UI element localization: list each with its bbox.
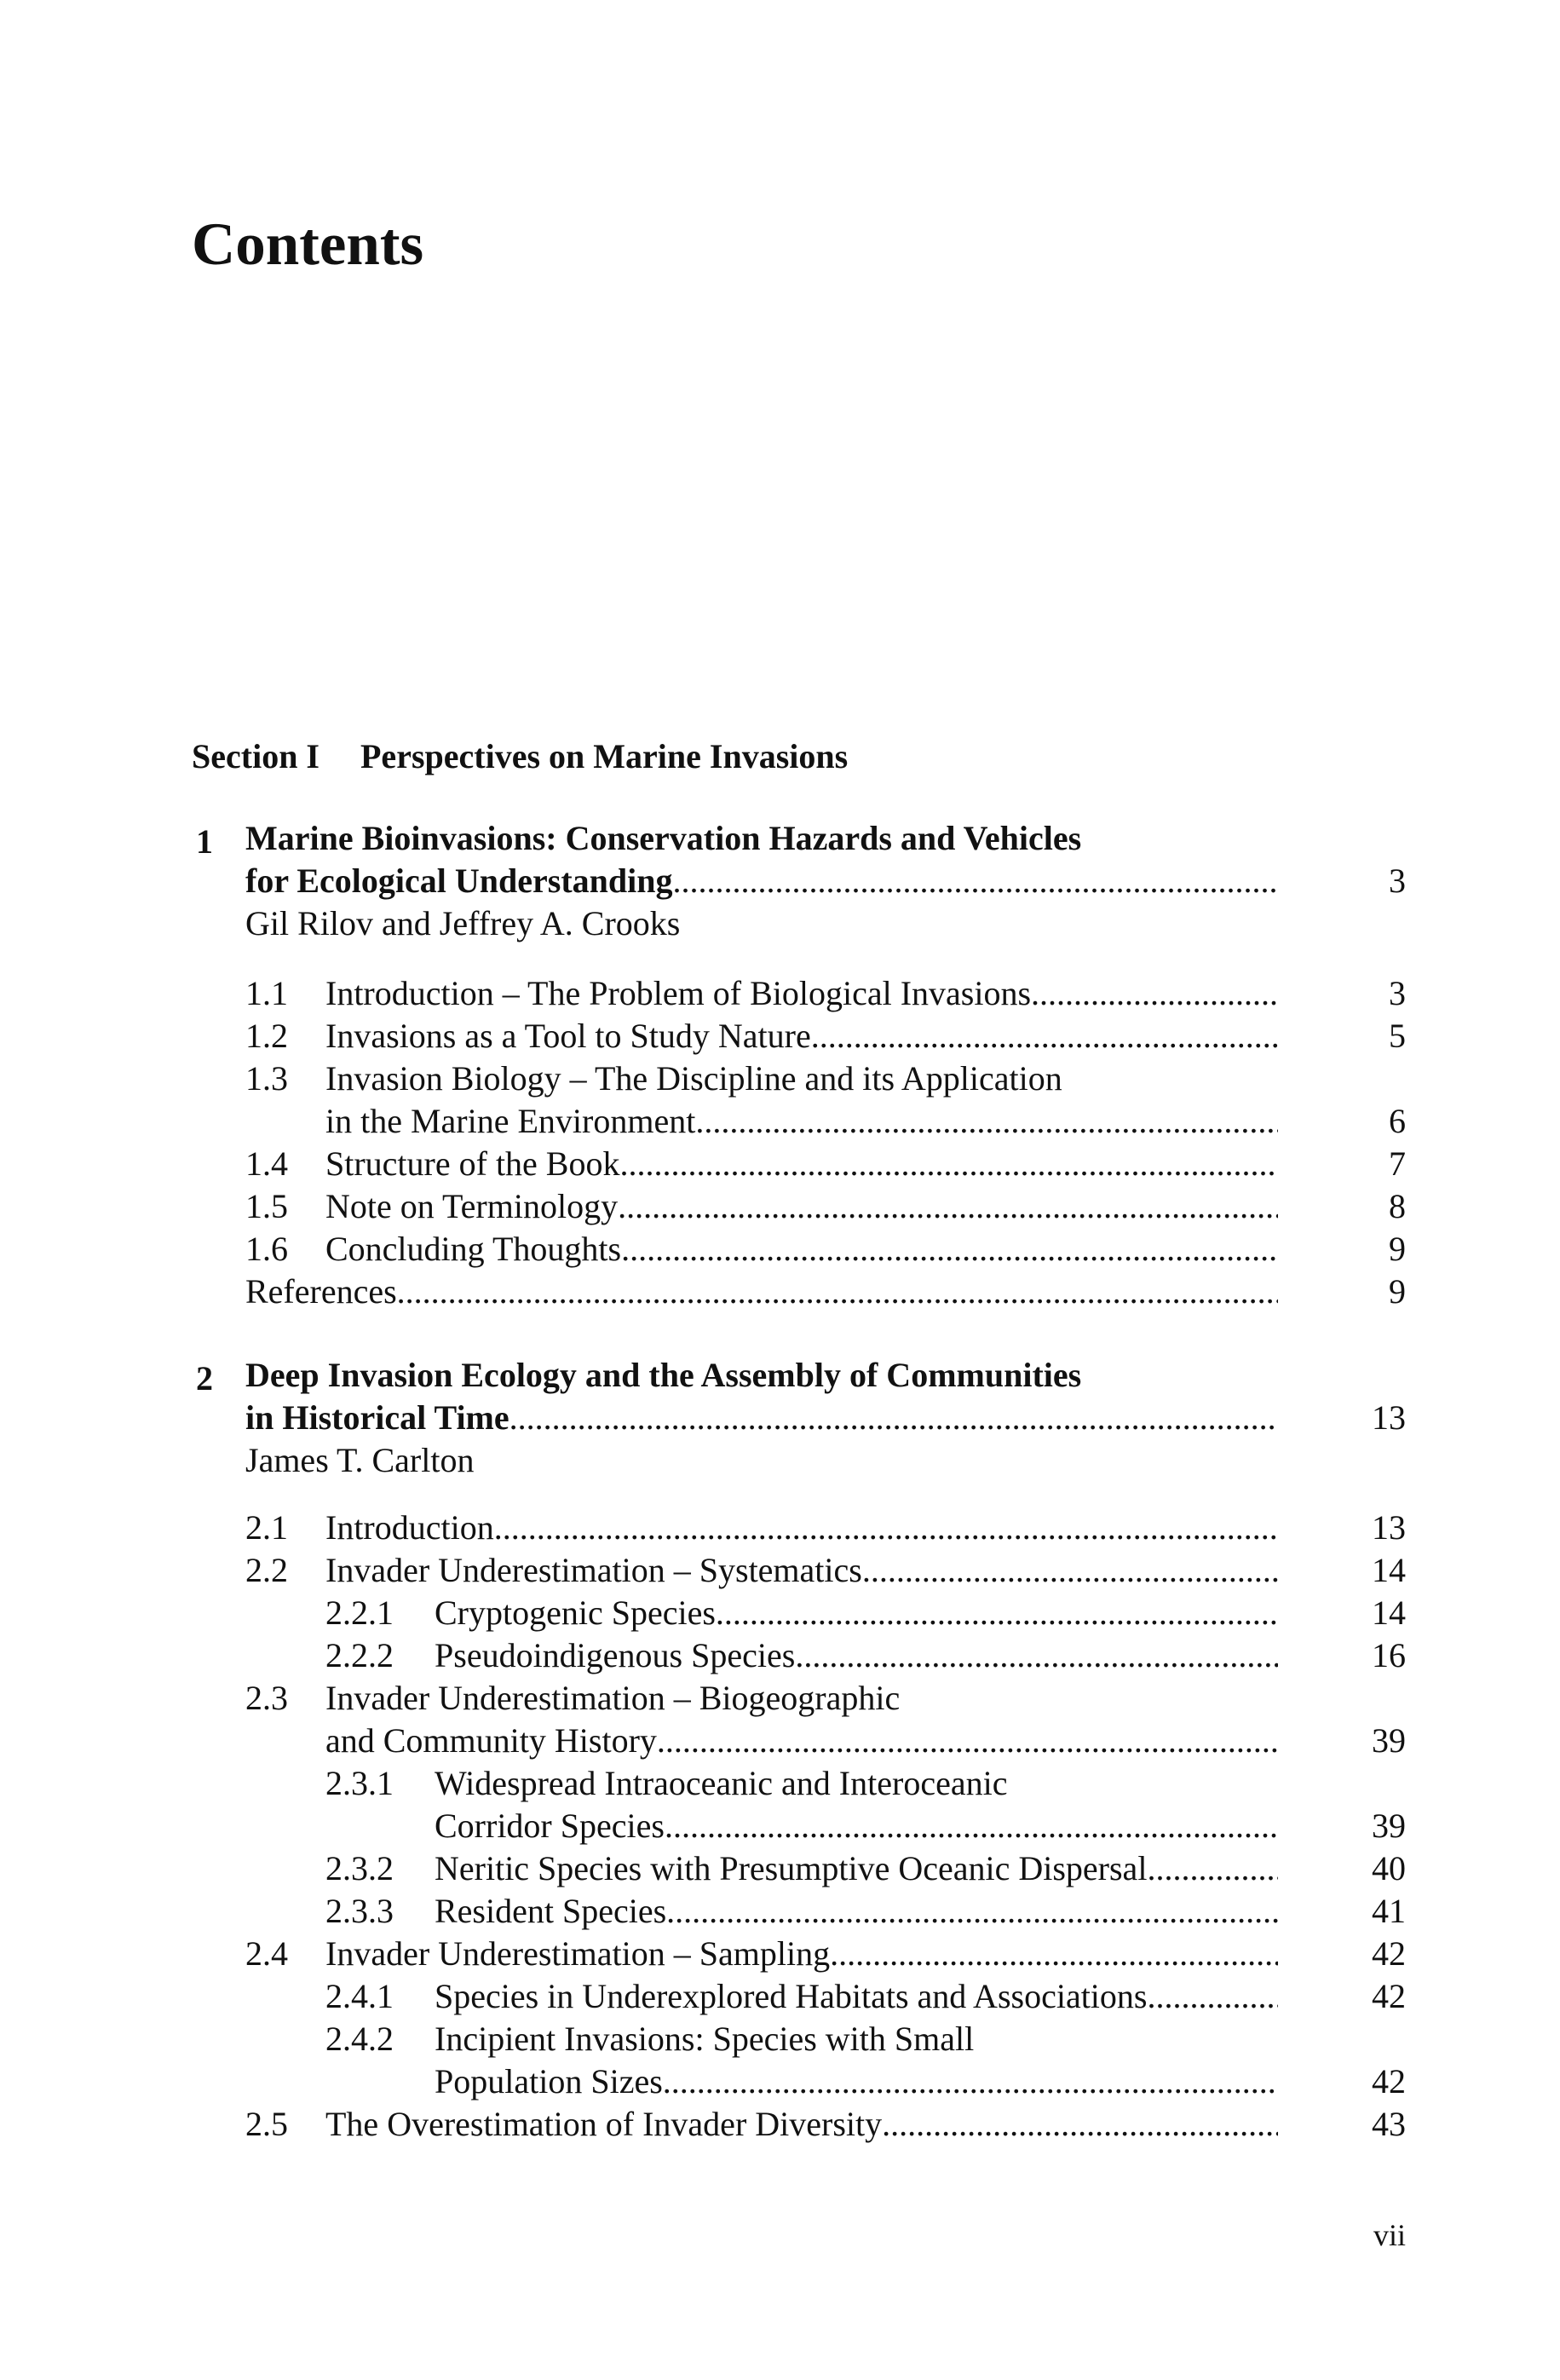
dot-leader	[716, 1592, 1278, 1634]
chapter-title-text: in Historical Time	[245, 1398, 509, 1437]
entry-text: Neritic Species with Presumptive Oceanic Dispersal	[435, 1849, 1148, 1887]
page-number: 14	[1372, 1551, 1406, 1589]
toc-entry[interactable]	[325, 2103, 1278, 2146]
dot-leader	[695, 1100, 1278, 1143]
entry-text: Cryptogenic Species	[435, 1593, 716, 1632]
page-number: 7	[1389, 1144, 1406, 1183]
toc-entry[interactable]	[435, 1890, 1278, 1933]
page-folio: vii	[1373, 2218, 1406, 2252]
dot-leader	[811, 1015, 1278, 1057]
entry-number: 1.1	[245, 974, 288, 1012]
dot-leader	[1147, 1975, 1278, 2018]
page-number: 13	[1372, 1508, 1406, 1547]
toc-entry[interactable]	[325, 1933, 1278, 1975]
page-number: 40	[1372, 1849, 1406, 1887]
page-number: 14	[1372, 1593, 1406, 1632]
entry-number: 2.1	[245, 1508, 288, 1547]
dot-leader	[494, 1507, 1278, 1549]
entry-number: 2.4.1	[325, 1977, 394, 2015]
chapter-title-entry[interactable]	[245, 1397, 1278, 1439]
chapter-title-entry[interactable]	[245, 860, 1278, 902]
entry-number: 2.2	[245, 1551, 288, 1589]
dot-leader	[1147, 1847, 1278, 1890]
entry-text: Invasions as a Tool to Study Nature	[325, 1017, 811, 1055]
entry-text: Introduction	[325, 1508, 494, 1547]
toc-entry[interactable]	[325, 1143, 1278, 1185]
dot-leader	[1031, 972, 1278, 1015]
page-number: 42	[1372, 1977, 1406, 2015]
entry-text: Invader Underestimation – Systematics	[325, 1551, 862, 1589]
entry-text: in the Marine Environment	[325, 1102, 696, 1140]
entry-number: 2.4	[245, 1934, 288, 1973]
chapter-title-line[interactable]: Deep Invasion Ecology and the Assembly of Communities	[245, 1356, 1082, 1394]
toc-entry[interactable]	[325, 1228, 1278, 1271]
entry-text: The Overestimation of Invader Diversity	[325, 2105, 883, 2143]
section-title: Perspectives on Marine Invasions	[360, 737, 849, 775]
dot-leader	[397, 1271, 1278, 1313]
dot-leader	[657, 1720, 1278, 1762]
page-number: 42	[1372, 2062, 1406, 2101]
chapter-authors: James T. Carlton	[245, 1441, 475, 1479]
page-number: 6	[1389, 1102, 1406, 1140]
entry-text: Note on Terminology	[325, 1187, 619, 1225]
dot-leader	[666, 1890, 1278, 1933]
page-number: 39	[1372, 1721, 1406, 1760]
entry-text: References	[245, 1272, 397, 1311]
toc-entry[interactable]	[325, 972, 1278, 1015]
toc-entry[interactable]	[435, 1592, 1278, 1634]
toc-entry[interactable]	[325, 1720, 1278, 1762]
references-entry[interactable]	[245, 1271, 1278, 1313]
dot-leader	[663, 2060, 1278, 2103]
entry-text: Concluding Thoughts	[325, 1230, 622, 1268]
page-number: 42	[1372, 1934, 1406, 1973]
entry-text-line[interactable]: Incipient Invasions: Species with Small	[435, 2020, 975, 2058]
dot-leader	[618, 1185, 1278, 1228]
entry-number: 1.6	[245, 1230, 288, 1268]
chapter-authors: Gil Rilov and Jeffrey A. Crooks	[245, 904, 681, 942]
entry-number: 2.4.2	[325, 2020, 394, 2058]
page-number: 8	[1389, 1187, 1406, 1225]
entry-text: Population Sizes	[435, 2062, 663, 2101]
toc-entry[interactable]	[325, 1549, 1278, 1592]
dot-leader	[665, 1805, 1278, 1847]
entry-text: Species in Underexplored Habitats and Associations	[435, 1977, 1148, 2015]
entry-number: 1.4	[245, 1144, 288, 1183]
entry-number: 2.3.1	[325, 1764, 394, 1802]
page-title: Contents	[192, 211, 424, 278]
page-number: 16	[1372, 1636, 1406, 1674]
entry-text: Invader Underestimation – Sampling	[325, 1934, 831, 1973]
section-heading	[192, 737, 849, 775]
entry-number: 2.3.2	[325, 1849, 394, 1887]
chapter-title-line[interactable]: Marine Bioinvasions: Conservation Hazards and Vehicles	[245, 819, 1082, 857]
page-number: 3	[1389, 862, 1406, 900]
page-number: 9	[1389, 1272, 1406, 1311]
toc-entry[interactable]	[325, 1185, 1278, 1228]
toc-entry[interactable]	[435, 1805, 1278, 1847]
page-number: 5	[1389, 1017, 1406, 1055]
chapter-number: 2	[196, 1359, 213, 1397]
dot-leader	[795, 1634, 1278, 1677]
entry-number: 2.2.1	[325, 1593, 394, 1632]
toc-entry[interactable]	[435, 1975, 1278, 2018]
toc-entry[interactable]	[325, 1507, 1278, 1549]
entry-number: 1.5	[245, 1187, 288, 1225]
dot-leader	[621, 1228, 1278, 1271]
dot-leader	[830, 1933, 1278, 1975]
entry-text: Resident Species	[435, 1892, 667, 1930]
page-number: 39	[1372, 1807, 1406, 1845]
entry-text: Structure of the Book	[325, 1144, 620, 1183]
toc-entry[interactable]	[325, 1015, 1278, 1057]
dot-leader	[620, 1143, 1279, 1185]
entry-number: 2.2.2	[325, 1636, 394, 1674]
page-number: 3	[1389, 974, 1406, 1012]
entry-text-line[interactable]: Widespread Intraoceanic and Interoceanic	[435, 1764, 1008, 1802]
entry-number: 1.2	[245, 1017, 288, 1055]
dot-leader	[509, 1397, 1278, 1439]
section-label: Section I	[192, 737, 319, 775]
entry-number: 2.3.3	[325, 1892, 394, 1930]
toc-entry[interactable]	[325, 1100, 1278, 1143]
entry-text: and Community History	[325, 1721, 657, 1760]
entry-number: 1.3	[245, 1059, 288, 1098]
toc-entry[interactable]	[435, 2060, 1278, 2103]
toc-entry[interactable]	[435, 1634, 1278, 1677]
entry-text: Introduction – The Problem of Biological Invasions	[325, 974, 1032, 1012]
entry-number: 2.5	[245, 2105, 288, 2143]
page-number: 9	[1389, 1230, 1406, 1268]
page-number: 41	[1372, 1892, 1406, 1930]
toc-entry[interactable]	[435, 1847, 1278, 1890]
page-number: 43	[1372, 2105, 1406, 2143]
entry-text: Pseudoindigenous Species	[435, 1636, 796, 1674]
page-number: 13	[1372, 1398, 1406, 1437]
chapter-title-text: for Ecological Understanding	[245, 862, 673, 900]
dot-leader	[882, 2103, 1278, 2146]
entry-number: 2.3	[245, 1679, 288, 1717]
entry-text: Corridor Species	[435, 1807, 665, 1845]
entry-text-line[interactable]: Invasion Biology – The Discipline and its Application	[325, 1059, 1062, 1098]
dot-leader	[862, 1549, 1278, 1592]
entry-text-line[interactable]: Invader Underestimation – Biogeographic	[325, 1679, 901, 1717]
chapter-number: 1	[196, 822, 213, 861]
dot-leader	[673, 860, 1278, 902]
